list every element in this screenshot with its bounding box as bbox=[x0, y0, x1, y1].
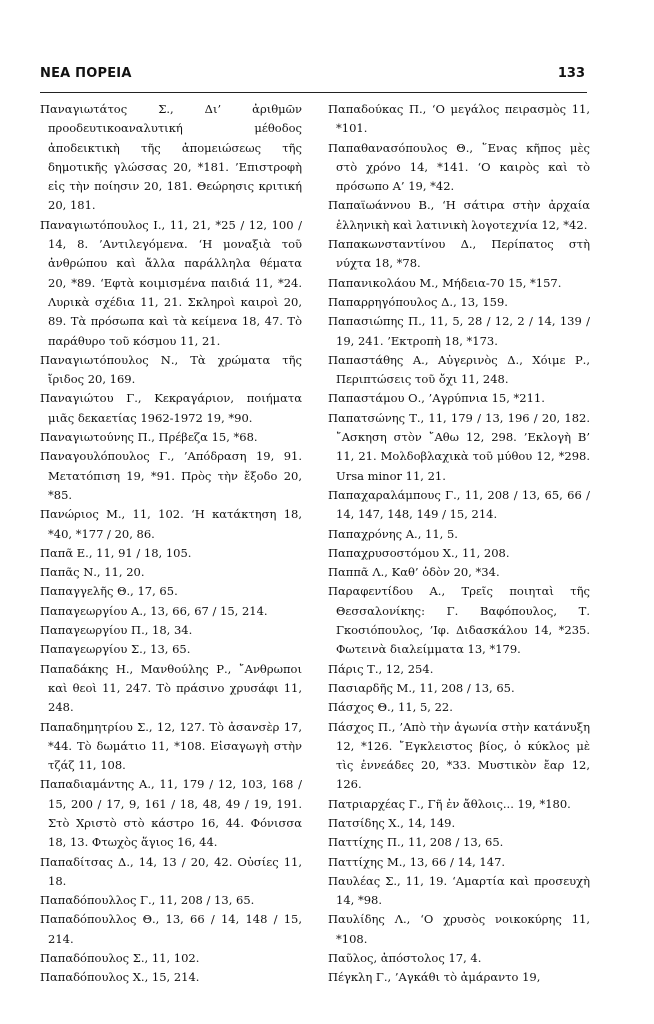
index-entry: Παπαγεωργίου Σ., 13, 65. bbox=[40, 642, 191, 657]
index-entry: Πάσχος Π., ’Απὸ τὴν ἀγωνία στὴν κατάνυξη 12, *126. ῎Εγκλειστος βίος, ὁ κύκλος μὲ τὶς ἐννεάδες 20, *33. Μυστικὸν ἔαρ 12, 126. bbox=[328, 719, 590, 792]
index-entry: Παπαδίτσας Δ., 14, 13 / 20, 42. Οὐσίες 11, 18. bbox=[40, 854, 302, 888]
index-entry: Πανώριος Μ., 11, 102. ‘Η κατάκτηση 18, *40, *177 / 20, 86. bbox=[40, 507, 302, 541]
index-entry: Παπᾶς Ν., 11, 20. bbox=[40, 565, 145, 580]
index-entry: Παπαγγελῆς Θ., 17, 65. bbox=[40, 584, 178, 599]
index-entry: Παπαδάκης Η., Μανθούλης Ρ., ῎Ανθρωποι καὶ θεοὶ 11, 247. Τὸ πράσινο χρυσάφι 11, 248. bbox=[40, 661, 302, 715]
index-entry: Παναγιωτόπουλος Ι., 11, 21, *25 / 12, 100 / 14, 8. ’Αντιλεγόμενα. ‘Η μοναξιὰ τοῦ ἀνθρώπου καὶ ἄλλα παράλληλα θέματα 20, *89. ‘Εφτὰ κοιμισμένα παιδιά 11, *24. Λυρικὰ σχέδια 11, 21. Σκληροὶ καιροὶ 20, 89. Τὰ πρόσωπα καὶ τὰ κείμενα 18, 47. Τὸ παράθυρο τοῦ κόσμου 11, 21. bbox=[40, 217, 302, 348]
index-entry: Παπαθανασόπουλος Θ., ῞Ενας κῆπος μὲς στὸ χρόνο 14, *141. ‘Ο καιρὸς καὶ τὸ πρόσωπο Α’ 19, *42. bbox=[328, 140, 590, 194]
index-entry: Παναγουλόπουλος Γ., ’Απόδραση 19, 91. Μετατόπιση 19, *91. Πρὸς τὴν ἔξοδο 20, *85. bbox=[40, 449, 302, 502]
index-entry: Παττίχης Μ., 13, 66 / 14, 147. bbox=[328, 854, 506, 869]
index-entry: Πέγκλη Γ., ’Αγκάθι τὸ ἀμάραντο 19, bbox=[328, 970, 541, 985]
index-entry: Παπαγεωργίου Π., 18, 34. bbox=[40, 623, 193, 638]
index-entry: Παναγιωτούνης Π., Πρέβεζα 15, *68. bbox=[40, 430, 258, 445]
index-entry: Παττίχης Π., 11, 208 / 13, 65. bbox=[328, 835, 504, 850]
index-entry: Παπαχαραλάμπους Γ., 11, 208 / 13, 65, 66 / 14, 147, 148, 149 / 15, 214. bbox=[328, 487, 590, 522]
index-entry: Πατριαρχέας Γ., Γῆ ἐν ἄθλοις... 19, *180. bbox=[328, 796, 571, 811]
index-entry: Παπαρρηγόπουλος Δ., 13, 159. bbox=[328, 294, 508, 309]
index-entry: Παπακωνσταντίνου Δ., Περίπατος στὴ νύχτα 18, *78. bbox=[328, 237, 590, 271]
header-rule bbox=[40, 92, 587, 93]
index-entry: Παπανικολάου Μ., Μήδεια-70 15, *157. bbox=[328, 275, 562, 290]
page-number: 133 bbox=[557, 66, 585, 81]
index-entry: Παπασιώπης Π., 11, 5, 28 / 12, 2 / 14, 139 / 19, 241. ’Εκτροπὴ 18, *173. bbox=[328, 314, 590, 348]
index-entry: Παπαστάμου Ο., ’Αγρύπνια 15, *211. bbox=[328, 391, 545, 406]
index-entry: Παναγιωτόπουλος Ν., Τὰ χρώματα τῆς ἴριδος 20, 169. bbox=[40, 352, 302, 387]
running-header bbox=[40, 66, 585, 88]
index-column-left bbox=[40, 100, 302, 988]
index-entry: Παπαδιαμάντης Α., 11, 179 / 12, 103, 168 / 15, 200 / 17, 9, 161 / 18, 48, 49 / 19, 191. Στὸ Χριστὸ στὸ κάστρο 16, 44. Φόνισσα 18, 13. Φτωχὸς ἅγιος 16, 44. bbox=[40, 777, 302, 850]
index-entry: Παναγιωτάτος Σ., Δι’ ἀριθμῶν προοδευτικοαναλυτική μέθοδος ἀποδεικτικὴ τῆς ἀπομειώσεως τῆς δημοτικῆς γλώσσας 20, *181. ’Επιστροφὴ εἰς τὴν ποίησιν 20, 181. Θεώρησις κριτική 20, 181. bbox=[40, 102, 302, 213]
index-entry: Παπαδόπουλος Σ., 11, 102. bbox=[40, 951, 200, 966]
index-entry: Παυλέας Σ., 11, 19. ‘Αμαρτία καὶ προσευχὴ 14, *98. bbox=[328, 873, 590, 908]
index-entry: Παππᾶ Λ., Καθ’ ὁδὸν 20, *34. bbox=[328, 565, 500, 580]
index-entry: Παπαστάθης Α., Αὐγερινὸς Δ., Χόιμε Ρ., Περιπτώσεις τοῦ ὄχι 11, 248. bbox=[328, 352, 590, 387]
index-entry: Παπαχρόνης Α., 11, 5. bbox=[328, 526, 458, 541]
index-entry: Παπαϊωάννου Β., ‘Η σάτιρα στὴν ἀρχαία ἑλληνικὴ καὶ λατινικὴ λογοτεχνία 12, *42. bbox=[328, 198, 590, 232]
index-entry: Παπαδόπουλλος Θ., 13, 66 / 14, 148 / 15, 214. bbox=[40, 912, 302, 946]
index-entry: Παπατσώνης Τ., 11, 179 / 13, 196 / 20, 182. ῎Ασκηση στὸν ῎Αθω 12, 298. ’Εκλογὴ Β’ 11, 21. Μολδοβλαχικὰ τοῦ μύθου 12, *298. Ursa minor 11, 21. bbox=[328, 410, 590, 483]
index-entry: Πασιαρδῆς Μ., 11, 208 / 13, 65. bbox=[328, 680, 515, 695]
index-entry: Παπᾶ Ε., 11, 91 / 18, 105. bbox=[40, 545, 192, 560]
index-entry: Παυλίδης Λ., ‘Ο χρυσὸς νοικοκύρης 11, *108. bbox=[328, 912, 590, 946]
index-entry: Παναγιώτου Γ., Κεκραγάριον, ποιήματα μιᾶς δεκαετίας 1962-1972 19, *90. bbox=[40, 391, 302, 425]
index-entry: Παπαδημητρίου Σ., 12, 127. Τὸ ἀσανσὲρ 17, *44. Τὸ δωμάτιο 11, *108. Εἰσαγωγὴ στὴν τζάζ 11, 108. bbox=[40, 719, 302, 773]
index-entry: Παπαδούκας Π., ‘Ο μεγάλος πειρασμὸς 11, *101. bbox=[328, 102, 590, 136]
index-column-right bbox=[328, 100, 590, 988]
index-entry: Παῦλος, ἀπόστολος 17, 4. bbox=[328, 951, 482, 966]
index-entry: Πάσχος Θ., 11, 5, 22. bbox=[328, 700, 453, 715]
index-entry: Πάρις Τ., 12, 254. bbox=[328, 661, 434, 676]
journal-title: ΝΕΑ ΠΟΡΕΙΑ bbox=[40, 66, 132, 81]
index-entry: Παπαχρυσοστόμου Χ., 11, 208. bbox=[328, 545, 510, 560]
index-entry: Παπαδόπουλος Χ., 15, 214. bbox=[40, 970, 200, 985]
index-entry: Παπαγεωργίου Α., 13, 66, 67 / 15, 214. bbox=[40, 603, 268, 618]
index-entry: Παπαδόπουλλος Γ., 11, 208 / 13, 65. bbox=[40, 893, 255, 908]
index-entry: Πατσίδης Χ., 14, 149. bbox=[328, 815, 456, 830]
index-entry: Παραφεντίδου Α., Τρεῖς ποιηταὶ τῆς Θεσσαλονίκης: Γ. Βαφόπουλος, Τ. Γκοσιόπουλος, ’Ιφ. Διδασκάλου 14, *235. Φωτεινὰ διαλείμματα 13, *179. bbox=[328, 584, 590, 657]
